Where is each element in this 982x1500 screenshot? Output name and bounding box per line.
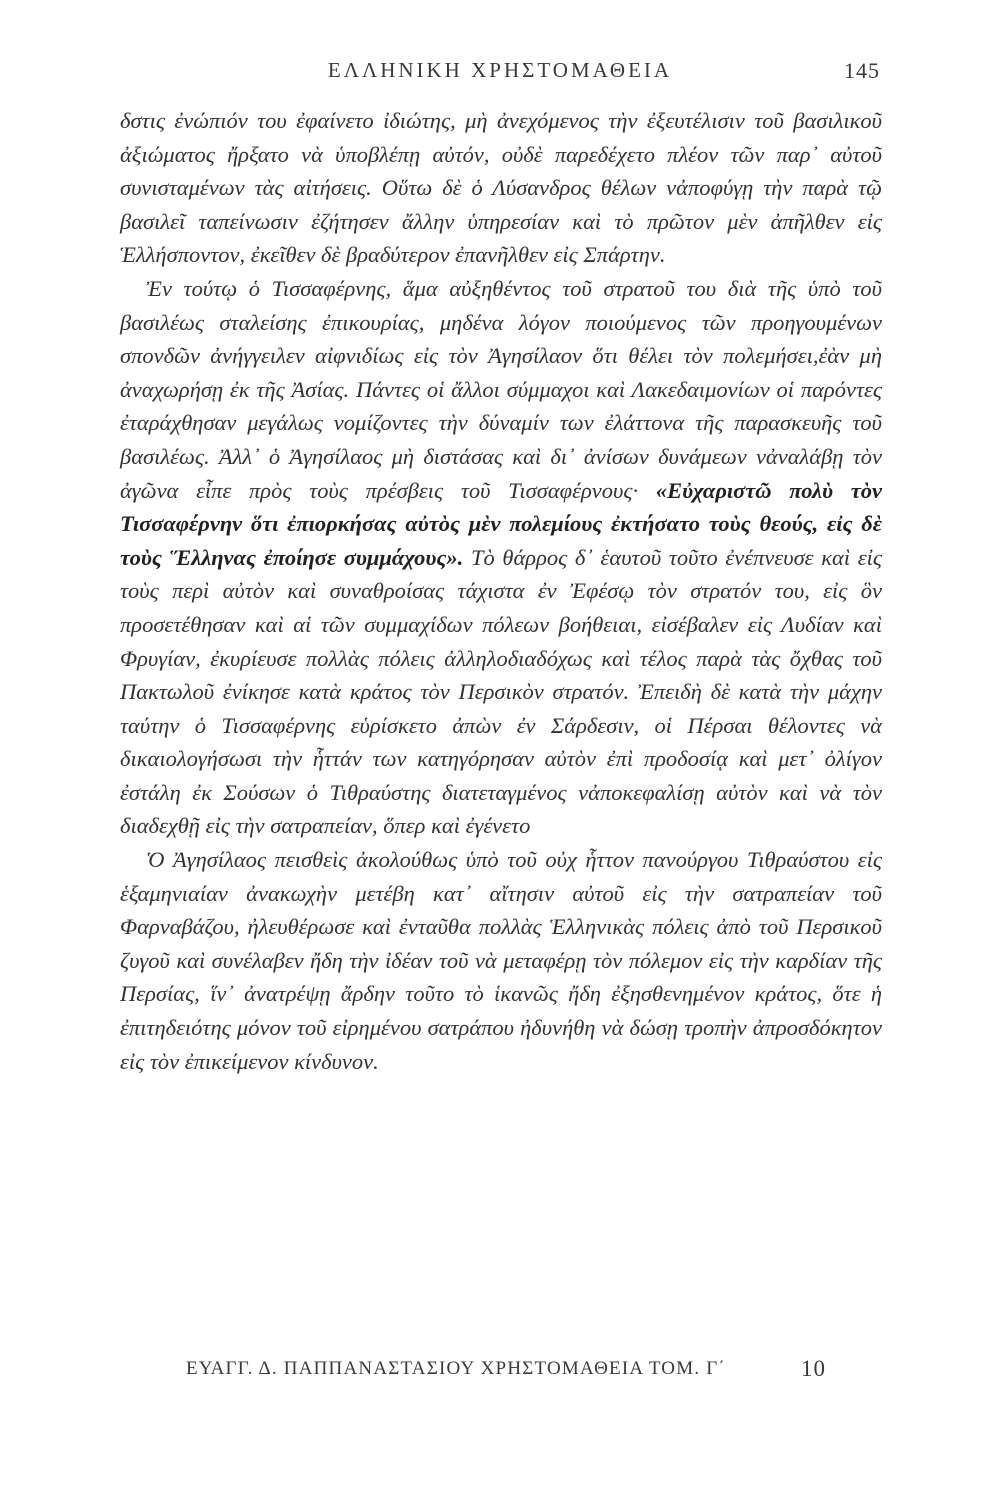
paragraph-2-text-b: Τὸ θάρρος δ᾽ ἑαυτοῦ τοῦτο ἐνέπνευσε καὶ εἰς τοὺς περὶ αὐτὸν καὶ συναθροίσας τάχιστα ἐν Ἐφέσῳ τὸν στρατόν του, εἰς ὃν προσετέθησαν καὶ αἱ τῶν συμμαχίδων πόλεων βοήθειαι, εἰσέβαλεν εἰς Λυδίαν καὶ Φρυγίαν, ἐκυρίευσε πολλὰς πόλεις ἀλληλοδιαδόχως καὶ τέλος παρὰ τὰς ὄχθας τοῦ Πακτωλοῦ ἐνίκησε κατὰ κράτος τὸν Περσικὸν στρατόν. Ἐπειδὴ δὲ κατὰ τὴν μάχην ταύτην ὁ Τισσαφέρνης εὑρίσκετο ἀπὼν ἐν Σάρδεσιν, οἱ Πέρσαι θέλοντες νὰ δικαιολογήσωσι τὴν ἧττάν των κατηγόρησαν αὐτὸν ἐπὶ προδοσίᾳ καὶ μετ᾽ ὀλίγον ἐστάλη ἐκ Σούσων ὁ Τιθραύστης διατεταγμένος νἀποκεφαλίσῃ αὐτὸν καὶ νὰ τὸν διαδεχθῇ εἰς τὴν σατραπείαν, ὅπερ καὶ ἐγένετο — [120, 544, 882, 839]
paragraph-3 — [120, 843, 882, 1078]
page-footer — [186, 1356, 826, 1386]
body-text — [120, 104, 882, 1078]
paragraph-1-text: δστις ἐνώπιόν του ἐφαίνετο ἰδιώτης, μὴ ἀνεχόμενος τὴν ἐξευτέλισιν τοῦ βασιλικοῦ ἀξιώματος ἤρξατο νὰ ὑποβλέπῃ αὐτόν, οὐδὲ παρεδέχετο πλέον τῶν παρ᾽ αὐτοῦ συνισταμένων τὰς αἰτήσεις. Οὕτω δὲ ὁ Λύσανδρος θέλων νἀποφύγῃ τὴν παρὰ τῷ βασιλεῖ ταπείνωσιν ἐζήτησεν ἄλλην ὑπηρεσίαν καὶ τὸ πρῶτον μὲν ἀπῆλθεν εἰς Ἑλλήσποντον, ἐκεῖθεν δὲ βραδύτερον ἐπανῆλθεν εἰς Σπάρτην. — [120, 108, 882, 268]
footer-imprint: ΕΥΑΓΓ. Δ. ΠΑΠΠΑΝΑΣΤΑΣΙΟΥ ΧΡΗΣΤΟΜΑΘΕΙΑ ΤΟΜ. Γ΄ — [186, 1358, 726, 1379]
running-header — [120, 58, 880, 92]
paragraph-1 — [120, 104, 882, 272]
paragraph-2-quote-bold: «Εὐχαριστῶ πολὺ τὸν Τισσαφέρνην ὅτι ἐπιορκήσας αὐτὸς μὲν πολεμίους ἐκτήσατο τοὺς θεούς, εἰς δὲ τοὺς Ἕλληνας ἐποίησε συμμάχους». — [120, 477, 882, 570]
paragraph-3-text: Ὁ Ἀγησίλαος πεισθεὶς ἀκολούθως ὑπὸ τοῦ οὐχ ἧττον πανούργου Τιθραύστου εἰς ἑξαμηνιαίαν ἀνακωχὴν μετέβη κατ᾽ αἴτησιν αὐτοῦ εἰς τὴν σατραπείαν τοῦ Φαρναβάζου, ἠλευθέρωσε καὶ ἐνταῦθα πολλὰς Ἑλληνικὰς πόλεις ἀπὸ τοῦ Περσικοῦ ζυγοῦ καὶ συνέλαβεν ἤδη τὴν ἰδέαν τοῦ νὰ μεταφέρῃ τὸν πόλεμον εἰς τὴν καρδίαν τῆς Περσίας, ἵν᾽ ἀνατρέψῃ ἄρδην τοῦτο τὸ ἱκανῶς ἤδη ἐξησθενημένον κράτος, ὅτε ἡ ἐπιτηδειότης μόνον τοῦ εἰρημένου σατράπου ἠδυνήθη νὰ δώσῃ τροπὴν ἀπροσδόκητον εἰς τὸν ἐπικείμενον κίνδυνον. — [120, 847, 882, 1074]
page-number: 145 — [844, 58, 880, 83]
signature-number: 10 — [801, 1356, 826, 1381]
paragraph-2 — [120, 272, 882, 843]
paragraph-2-text-a: Ἐν τούτῳ ὁ Τισσαφέρνης, ἅμα αὐξηθέντος τοῦ στρατοῦ του διὰ τῆς ὑπὸ τοῦ βασιλέως σταλείσης ἐπικουρίας, μηδένα λόγον ποιούμενος τῶν προηγουμένων σπονδῶν ἀνήγγειλεν αἰφνιδίως εἰς τὸν Ἀγησίλαον ὅτι θέλει τὸν πολεμήσει,ἐὰν μὴ ἀναχωρήσῃ ἐκ τῆς Ἀσίας. Πάντες οἱ ἄλλοι σύμμαχοι καὶ Λακεδαιμονίων οἱ παρόντες ἐταράχθησαν μεγάλως νομίζοντες τὴν δύναμίν των ἐλάττονα τῆς παρασκευῆς τοῦ βασιλέως. Ἀλλ᾽ ὁ Ἀγησίλαος μὴ διστάσας καὶ δι᾽ ἀνίσων δυνάμεων νἀναλάβῃ τὸν ἀγῶνα εἶπε πρὸς τοὺς πρέσβεις τοῦ Τισσαφέρνους· — [120, 275, 882, 503]
running-title: ΕΛΛΗΝΙΚΗ ΧΡΗΣΤΟΜΑΘΕΙΑ — [327, 58, 673, 82]
